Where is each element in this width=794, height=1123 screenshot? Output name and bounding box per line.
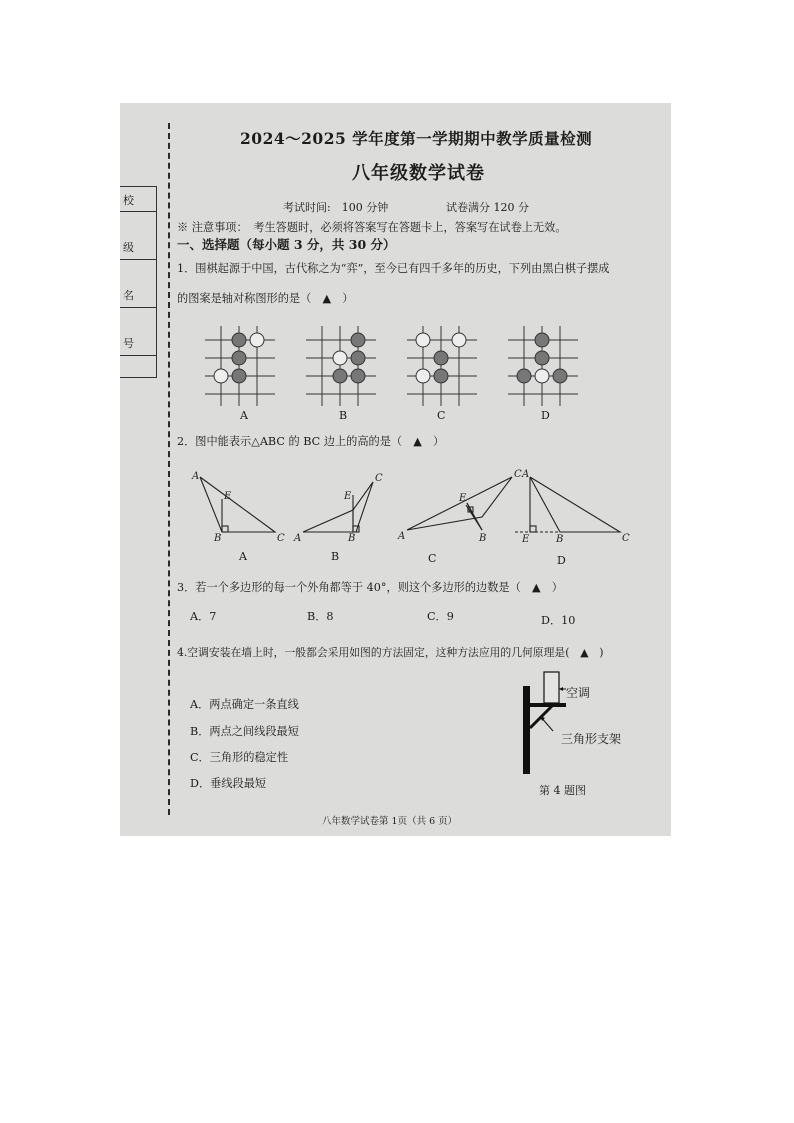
triangle-fig-a xyxy=(191,471,285,544)
q1-label-d: D xyxy=(541,409,550,422)
point-b-label: B xyxy=(214,533,222,544)
figure-caption: 第 4 题图 xyxy=(539,784,586,797)
point-b-label: B xyxy=(348,533,356,544)
exam-time: 考试时间: 100 分钟 xyxy=(283,201,389,214)
point-c-label: C xyxy=(514,469,522,480)
q3-text: 3．若一个多边形的每一个外角都等于 40°，则这个多边形的边数是（ ▲ ） xyxy=(177,581,563,594)
student-info-box xyxy=(120,186,157,378)
q3-option-c: C．9 xyxy=(427,610,454,623)
triangle-fig-b xyxy=(293,473,383,544)
point-a-label: A xyxy=(522,469,530,480)
point-a-label: A xyxy=(294,533,302,544)
q2-label-d: D xyxy=(557,554,566,567)
full-score: 试卷满分 120 分 xyxy=(446,201,529,214)
q4-option-d: D．垂线段最短 xyxy=(190,777,267,790)
q2-label-a: A xyxy=(239,550,247,563)
point-e-label: E xyxy=(522,534,530,545)
school-label: 校 xyxy=(123,194,134,207)
q1-label-b: B xyxy=(339,409,348,422)
point-b-label: B xyxy=(479,533,487,544)
q4-option-b: B．两点之间线段最短 xyxy=(190,725,299,738)
point-c-label: C xyxy=(375,473,383,484)
point-a-label: A xyxy=(398,531,406,542)
q4-option-c: C．三角形的稳定性 xyxy=(190,751,289,764)
ac-label: 空调 xyxy=(566,686,591,700)
binding-dashed-line xyxy=(168,123,170,815)
go-board-c xyxy=(407,326,477,406)
q2-text: 2．图中能表示△ABC 的 BC 边上的高的是（ ▲ ） xyxy=(177,435,445,448)
triangle-fig-d xyxy=(515,469,630,545)
q1-label-a: A xyxy=(240,409,248,422)
point-b-label: B xyxy=(556,534,564,545)
q1-text-line1: 1．围棋起源于中国，古代称之为“弈”，至今已有四千多年的历史，下列由黑白棋子摆成 xyxy=(177,262,610,275)
go-board-d xyxy=(508,326,578,406)
page-footer: 八年数学试卷第 1页（共 6 页） xyxy=(322,816,458,827)
q3-option-b: B．8 xyxy=(307,610,334,623)
point-c-label: C xyxy=(277,533,285,544)
point-e-label: E xyxy=(224,491,232,502)
point-e-label: E xyxy=(344,491,352,502)
q1-text-line2: 的图案是轴对称图形的是（ ▲ ） xyxy=(177,292,354,305)
go-board-b xyxy=(306,326,376,406)
q2-label-c: C xyxy=(428,552,437,565)
exam-title: 2024～2025 学年度第一学期期中教学质量检测 xyxy=(240,129,593,148)
q4-option-a: A．两点确定一条直线 xyxy=(190,698,299,711)
q2-triangles xyxy=(180,465,640,545)
point-e-label: E xyxy=(459,493,467,504)
q2-label-b: B xyxy=(331,550,340,563)
q1-go-boards xyxy=(200,321,610,411)
point-a-label: A xyxy=(192,471,200,482)
exam-subtitle: 八年级数学试卷 xyxy=(352,163,485,184)
go-board-a xyxy=(205,326,275,406)
q3-option-a: A．7 xyxy=(190,610,217,623)
q1-label-c: C xyxy=(437,409,446,422)
number-label: 号 xyxy=(123,337,134,350)
q4-text: 4.空调安装在墙上时，一般都会采用如图的方法固定，这种方法应用的几何原理是( ▲ ) xyxy=(177,646,604,659)
q3-option-d: D．10 xyxy=(541,614,576,627)
exam-paper-photo xyxy=(120,103,671,836)
class-label: 级 xyxy=(123,241,134,254)
point-c-label: C xyxy=(622,533,630,544)
notice: ※ 注意事项： 考生答题时，必须将答案写在答题卡上，答案写在试卷上无效。 xyxy=(177,221,567,234)
triangle-fig-c xyxy=(397,469,522,544)
bracket-label: 三角形支架 xyxy=(561,732,622,746)
name-label: 名 xyxy=(123,289,134,302)
section-title: 一、选择题（每小题 3 分，共 30 分） xyxy=(177,237,396,252)
